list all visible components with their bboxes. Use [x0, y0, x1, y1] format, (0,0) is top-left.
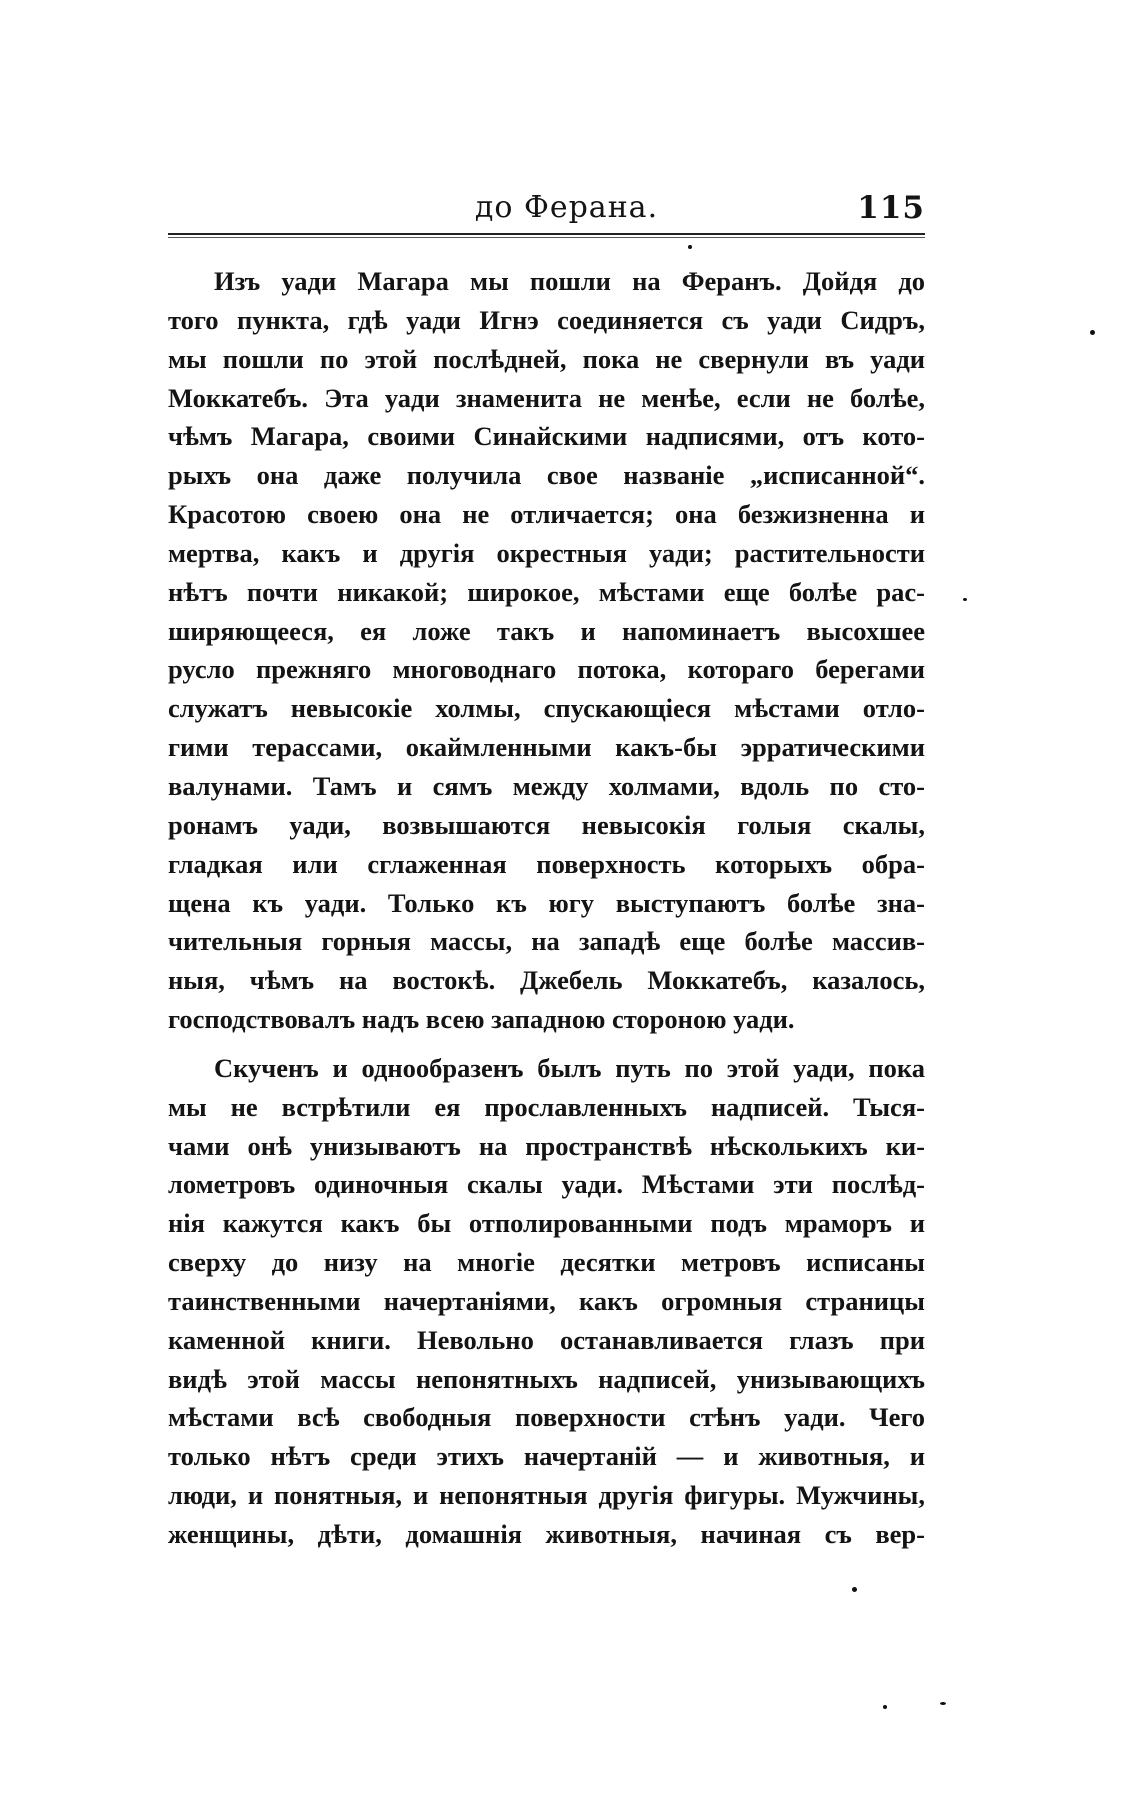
text-line: рыхъ она даже получила свое названіе „исписанной“.	[168, 460, 925, 491]
text-line: только нѣтъ среди этихъ начертаній — и животныя, и	[168, 1441, 925, 1472]
text-line: валунами. Тамъ и сямъ между холмами, вдоль по сто-	[168, 770, 925, 801]
text-line: женщины, дѣти, домашнія животныя, начиная съ вер-	[168, 1519, 925, 1549]
text-line: щена къ уади. Только къ югу выступаютъ болѣе зна-	[168, 887, 925, 918]
text-line: ронамъ уади, возвышаются невысокія голыя скалы,	[168, 809, 925, 840]
ink-speck	[852, 1587, 857, 1592]
text-line: господствовалъ надъ всею западною стороною уади.	[168, 1004, 795, 1035]
text-line: того пункта, гдѣ уади Игнэ соединяется съ уади Сидръ,	[168, 304, 925, 335]
text-line: мы не встрѣтили ея прославленныхъ надписей. Тыся-	[168, 1091, 925, 1122]
text-line: каменной книги. Невольно останавливается глазъ при	[168, 1324, 925, 1355]
text-line: Изъ уади Магара мы пошли на Феранъ. Дойдя до	[214, 266, 925, 296]
text-line: гими терассами, окаймленными какъ-бы эрратическими	[168, 732, 925, 763]
text-line: люди, и понятныя, и непонятныя другія фигуры. Мужчины,	[168, 1480, 925, 1511]
paragraph-2	[168, 1049, 925, 1554]
ink-speck	[963, 598, 967, 601]
text-line: Моккатебъ. Эта уади знаменита не менѣе, если не болѣе,	[168, 382, 925, 413]
text-line: чительныя горныя массы, на западѣ еще болѣе массив-	[168, 926, 925, 957]
text-line: чѣмъ Магара, своими Синайскими надписями, отъ кото-	[168, 421, 925, 452]
text-line: Красотою своею она не отличается; она безжизненна и	[168, 499, 925, 530]
text-line: мѣстами всѣ свободныя поверхности стѣнъ уади. Чего	[168, 1402, 925, 1433]
ink-speck	[883, 1705, 887, 1709]
text-line: ныя, чѣмъ на востокѣ. Джебель Моккатебъ, казалось,	[168, 965, 925, 996]
ink-speck	[688, 245, 692, 249]
text-line: мы пошли по этой послѣдней, пока не свернули въ уади	[168, 343, 925, 374]
text-line: русло прежняго многоводнаго потока, котораго берегами	[168, 654, 925, 685]
text-line: гладкая или сглаженная поверхность которыхъ обра-	[168, 848, 925, 879]
text-line: лометровъ одиночныя скалы уади. Мѣстами эти послѣд-	[168, 1169, 925, 1200]
text-line: видѣ этой массы непонятныхъ надписей, унизывающихъ	[168, 1363, 925, 1394]
header-rule-thin	[168, 237, 925, 238]
text-line: мертва, какъ и другія окрестныя уади; растительности	[168, 537, 925, 568]
text-line: нія кажутся какъ бы отполированными подъ мраморъ и	[168, 1208, 925, 1239]
paragraph-gap	[168, 1039, 925, 1049]
text-line: нѣтъ почти никакой; широкое, мѣстами еще болѣе рас-	[168, 576, 925, 607]
text-line: чами онѣ унизываютъ на пространствѣ нѣсколькихъ ки-	[168, 1130, 925, 1161]
ink-speck	[940, 1702, 946, 1705]
text-line: сверху до низу на многіе десятки метровъ исписаны	[168, 1247, 925, 1278]
running-header	[168, 190, 925, 230]
text-line: служатъ невысокіе холмы, спускающіеся мѣстами отло-	[168, 693, 925, 724]
text-line: ширяющееся, ея ложе такъ и напоминаетъ высохшее	[168, 615, 925, 646]
text-line: Скученъ и однообразенъ былъ путь по этой уади, пока	[214, 1052, 925, 1083]
text-line: таинственными начертаніями, какъ огромныя страницы	[168, 1285, 925, 1316]
page-number: 115	[857, 190, 925, 226]
paragraph-1	[168, 262, 925, 1039]
header-rule	[168, 233, 925, 235]
body-text	[168, 262, 925, 1554]
running-title: до Ферана.	[474, 190, 659, 225]
ink-speck	[1090, 330, 1095, 335]
